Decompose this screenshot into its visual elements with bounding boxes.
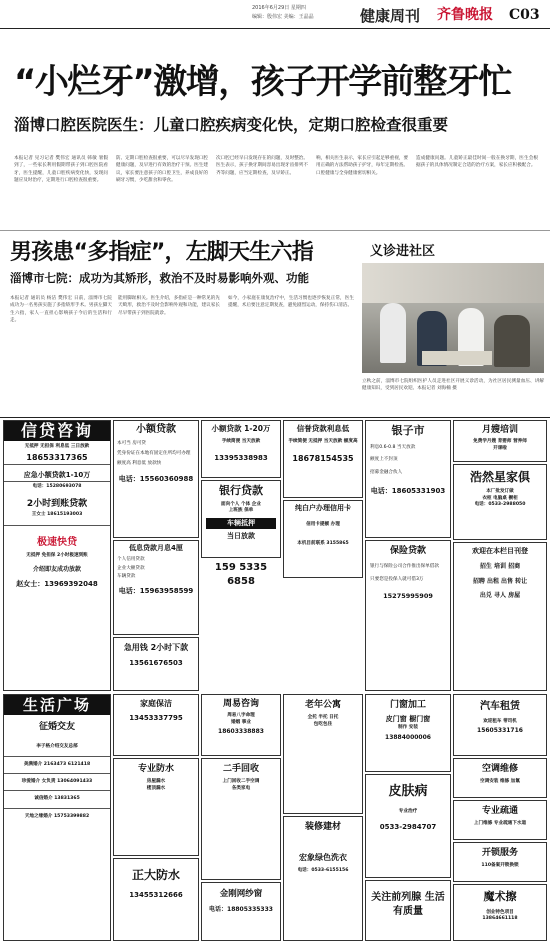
ad-waterproof: [113, 758, 199, 856]
ad-line: 开课啦: [493, 445, 507, 451]
life-item: 天地之缘婚介 15753399882: [24, 813, 90, 819]
ad-title: 银行贷款: [219, 484, 263, 497]
ad-nanny-training: [453, 420, 547, 462]
ad-elderly-apartment: [283, 694, 363, 814]
life-item: 珍爱婚介 女负责 13064091433: [4, 774, 110, 791]
ad-title: 正大防水: [131, 868, 180, 882]
ads-column-4: [283, 420, 363, 691]
ad-title: 空调维修: [481, 764, 518, 774]
ad-placement-info: [453, 542, 547, 691]
page-header: [0, 0, 550, 30]
article1-col5: [416, 155, 538, 170]
ad-line: 招募金融合伙人: [370, 469, 403, 475]
ads-column-b5: [365, 694, 451, 941]
ad-phone: 电话：15560360988: [118, 474, 194, 483]
article2-title: 男孩患“多指症”，左脚天生六指: [10, 240, 313, 265]
article1-col4: [316, 155, 408, 177]
ad-locksmith: [453, 842, 547, 882]
ad-title: 金刚网纱窗: [219, 889, 263, 899]
paper-logo: 齐鲁晚报: [437, 7, 493, 23]
ad-credit-loan: [283, 420, 363, 498]
ad-line: 衣柜 电脑桌 橱柜: [482, 495, 518, 501]
ad-credit-consult: [3, 420, 111, 691]
ad-line: 上门维修 专业疏通下水道: [473, 821, 527, 827]
ad-line: 包吃包住: [313, 721, 333, 727]
news-photo: [362, 263, 544, 373]
ad-phone: 15275995909: [383, 591, 433, 600]
ad-title: 魔术擦: [483, 890, 517, 903]
ad-line: 利息0.6-0.8 当天放款: [370, 444, 416, 450]
ad-phone: 电话：18805335333: [209, 906, 273, 914]
ads-column-2: [113, 420, 199, 691]
header-date: 2016年6月29日 星期四: [252, 5, 306, 11]
section-divider: [0, 230, 550, 231]
ad-big-phone: 159 5335 6858: [214, 562, 268, 587]
ad-phone: 13453337795: [129, 713, 183, 722]
ad-aircon-repair: [453, 758, 547, 798]
ad-phone: 电话：18605331903: [370, 487, 446, 496]
article2-subtitle: 淄博市七院：成功为其矫形，救治不及时易影响外观、功能: [10, 271, 309, 285]
article1-subtitle: 淄博口腔医院医生：儿童口腔疾病变化快，定期口腔检查很重要: [14, 116, 449, 134]
ad-zhengda: [113, 858, 199, 941]
ad-skin-disease: [365, 774, 451, 878]
life-header: 生活广场: [4, 695, 110, 715]
ad-window-screen: [201, 882, 281, 941]
ad-line: 创业特色项目: [486, 909, 514, 915]
ad-line: 免费学月嫂 育婴师 营养师: [473, 439, 527, 445]
ad-phone: 13561676503: [129, 658, 183, 667]
article2-para: 如今，小家庭在康复治疗中，生活习惯也逐步恢复正常，医生提醒，术后要注意定期复查，避免剧烈运动，保持伤口清洁。: [228, 296, 354, 309]
ad-title: 专业防水: [137, 764, 174, 774]
ad-phone: 电话：0533-6155156: [297, 867, 349, 873]
article2-para: 能用脚趾相关。医生介绍，多指症是一种常见的先天畸形，救治不及时会影响外观和功能，建议家长尽早带孩子到医院就诊。: [118, 296, 220, 316]
ad-insurance-loan: [365, 540, 451, 691]
ads-column-b2: [113, 694, 199, 941]
ad-line: 110备案开锁换锁: [481, 863, 519, 869]
ad-line: 上班族 保单: [228, 508, 254, 514]
ad-title: 皮肤病: [388, 784, 428, 799]
ad-phone: 赵女士：13969392048: [16, 579, 98, 588]
ad-title: 开锁服务: [481, 848, 518, 858]
ad-urgent-cash: [113, 637, 199, 691]
ad-title: 急用钱 2小时下款: [123, 643, 189, 652]
ad-line: 银行与保险公司合作推出保单借款: [370, 564, 439, 570]
ad-phone: 13455312666: [129, 891, 183, 900]
article1-col3: [216, 155, 308, 177]
ad-line: 房屋漏水: [146, 779, 166, 785]
ad-line: 空调安装 维修 加氟: [480, 779, 520, 785]
ad-silver-market: [365, 420, 451, 538]
ad-line: 全托 半托 日托: [307, 715, 339, 721]
ad-line: 欢迎租车 带司机: [483, 718, 517, 724]
ad-title: 信誉贷款利息低: [296, 424, 350, 433]
ad-loan-1-20: [201, 420, 281, 478]
section-title: 健康周刊: [360, 7, 421, 25]
ad-line: 周易八字命理: [227, 713, 255, 719]
ad-phone: 电话：15280693078: [32, 483, 82, 489]
ad-cleaning: [113, 694, 199, 756]
ad-phone: 电话：15963958599: [118, 586, 194, 595]
ad-title: 欢迎在本栏目刊登: [472, 547, 528, 555]
ad-line: 本厂批发订做: [486, 489, 514, 495]
ads-column-b4: [283, 694, 363, 941]
header-editor: 编辑：殷伟宏 美编：王晶晶: [252, 14, 314, 20]
ad-title: 小额贷款: [136, 424, 176, 435]
ad-title: 家庭保洁: [140, 699, 172, 708]
ad-title: 浩然星家俱: [469, 470, 530, 484]
ad-line: 各类家电: [231, 785, 251, 791]
header-rule: [0, 28, 550, 29]
ad-line: 额度高 利息低 放款快: [117, 461, 162, 467]
ad-line: 出兑 寻人 房屋: [479, 591, 521, 599]
ad-title: 小额贷款 1-20万: [211, 424, 271, 433]
life-item: 征婚交友: [38, 722, 75, 732]
life-item: 美满婚介 2163473 6121418: [4, 757, 110, 774]
ad-line: 招生 培训 招商: [479, 563, 521, 571]
ad-line: 无抵押 免担保 2小时极速到账: [26, 553, 88, 559]
article2-col2: [118, 295, 220, 317]
ad-line: 无抵押 无担保 利息低 三日放款: [24, 444, 90, 449]
ad-phone: 18603338883: [218, 727, 264, 735]
ad-line: 凭身份证在本地有固定住所均可办理: [117, 450, 191, 456]
ad-phone: 0533-2984707: [379, 822, 437, 831]
ad-title: 应急小额贷款1-10万: [4, 464, 110, 481]
ad-furniture: [453, 464, 547, 540]
ad-line: 手续简便 当天放款: [221, 439, 261, 445]
ads-column-6: [453, 420, 547, 691]
ad-highlight: 车辆抵押: [206, 518, 276, 529]
article1-title: “小烂牙”激增，孩子开学前整牙忙: [14, 62, 511, 102]
article1-para: 防、定期口腔检查很重要，可以尽早发现口腔健康问题，及早进行有效的治疗干预。医生建议，家长要注意孩子的口腔卫生，养成良好的刷牙习惯，少吃甜食和零食。: [116, 156, 208, 184]
ad-title: 老年公寓: [304, 700, 341, 710]
ad-small-loan: [113, 420, 199, 538]
life-item: 诚信婚介 13831365: [4, 791, 110, 808]
ad-phone: 13884000006: [385, 733, 431, 741]
ad-line: 个人信用贷款: [117, 557, 145, 563]
ad-line: 车辆贷款: [117, 574, 136, 580]
ad-decoration: [283, 816, 363, 941]
ad-phone: 18653317365: [26, 453, 88, 463]
ads-column-b3: [201, 694, 281, 941]
ad-prostate: [365, 880, 451, 941]
life-item: 李子格介绍交友总部: [4, 739, 110, 756]
ad-line: 信用卡提额 办理: [306, 522, 340, 528]
ad-phone: 18678154535: [292, 453, 354, 463]
ad-title: 2小时到账贷款: [26, 499, 88, 510]
ad-credit-card: [283, 500, 363, 578]
article1-para: 造成健康问题。儿童矫正最佳时间一般在换牙期，医生会根据孩子的具体情况制定合适的治疗方案，家长应积极配合。: [416, 156, 538, 169]
ad-line: 企业大额贷款: [117, 565, 145, 571]
article1-col1: [14, 155, 108, 185]
ad-title: 月嫂培训: [481, 425, 518, 435]
ad-line: 制作 安装: [398, 724, 418, 730]
photo-table: [422, 351, 492, 365]
ads-divider: [0, 417, 550, 418]
ad-line: 本可当 房可贷: [117, 440, 147, 446]
ad-line: 额度上不封顶: [370, 457, 398, 463]
ads-column-3: [201, 420, 281, 691]
article1-para: 次口腔已经早日发现存在的问题，及时整治。医生表示，孩子换牙期间容易出现牙齿排列不齐等问题，应当定期检查，及早矫正。: [216, 156, 308, 176]
ad-title: 银子市: [391, 424, 425, 437]
ad-recycle: [201, 758, 281, 880]
article1-para: 响，相关医生表示，家长应引起足够重视，要用正确的方法帮助孩子护牙，每年定期检查。口腔健康与全身健康密切相关。: [316, 156, 408, 176]
ad-phone: 15605331716: [477, 726, 523, 734]
ad-line: 婚姻 事业: [231, 719, 251, 725]
article2-col3: [228, 295, 354, 310]
ad-title: 汽车租赁: [480, 701, 520, 712]
photo-person-crowd: [494, 315, 530, 367]
ads-column-5: [365, 420, 451, 691]
photo-text: [362, 378, 544, 393]
article2-para: 本报记者 通讯员 杨洁 樊伟宏 日前，淄博市七院成功为一名男孩实施了多指矫形手术。男孩左脚天生六指，家人一直担心影响孩子今后的生活和行走。: [10, 296, 112, 324]
ad-line: 面向个人 个体 企业: [221, 501, 261, 507]
ad-phone: 本机目前联系 3155865: [297, 540, 349, 546]
page-number: C03: [509, 7, 540, 23]
ad-drain: [453, 800, 547, 840]
ad-bank-loan: [201, 480, 281, 558]
ad-fortune: [201, 694, 281, 756]
ad-title: 专业疏通: [481, 806, 518, 816]
ad-phone: 13864661118: [482, 916, 518, 922]
ad-phone: 13395338983: [214, 453, 268, 462]
ad-title: 周易咨询: [222, 699, 259, 709]
ad-line: 当日放款: [227, 532, 255, 541]
ad-title: 低息贷款月息4厘: [129, 544, 183, 552]
ad-life-square: [3, 694, 111, 941]
ad-car-rental: [453, 694, 547, 756]
ad-title: 关注前列腺 生活有质量: [371, 892, 445, 917]
photo-person-doctor: [380, 303, 406, 363]
ad-line: 手续简便 无抵押 当天放款 额度高: [288, 439, 358, 445]
ad-line: 皮门窗 橱门窗: [385, 715, 431, 724]
ad-line: 楼顶漏水: [146, 785, 166, 791]
ad-door-window: [365, 694, 451, 772]
ad-line: 介绍即友成功放款: [32, 565, 81, 573]
ad-title: 极速快贷: [37, 536, 77, 548]
ad-phone: 电话：0533-2988050: [474, 502, 526, 507]
ads-column-b6: [453, 694, 547, 941]
ad-line: 只要您是投保人就可借3万: [370, 576, 424, 582]
article2-col1: [10, 295, 112, 325]
ad-line: 招聘 出租 出售 转让: [472, 577, 528, 585]
photo-background: [362, 263, 544, 303]
photo-caption-title: 义诊进社区: [370, 244, 436, 259]
ad-title: 保险贷款: [389, 546, 426, 556]
ad-phone: 王女士 18615193003: [4, 510, 110, 525]
ad-magic-eraser: [453, 884, 547, 941]
ad-line: 上门回收二手空调: [222, 779, 260, 785]
ad-title: 纯白户办理信用卡: [295, 504, 351, 512]
ad-line: 宏象绿色洗衣: [299, 853, 347, 863]
ad-title: 门窗加工: [389, 700, 426, 710]
ad-low-interest: [113, 540, 199, 635]
article1-para: 本报记者 见习记者 樊伟宏 通讯员 韩敏 暑假到了，一些家长利用假期带孩子到口腔医院看牙，医生提醒，儿童口腔疾病变化快，发现问题应及时治疗，定期进行口腔检查很重要。: [14, 156, 108, 184]
ad-title: 装修建材: [304, 822, 341, 832]
photo-caption: 立秋之前，淄博市七院组织医护人员走进社区开展义诊活动，为社区居民测量血压、讲解健康知识，受到居民欢迎。本报记者 刘海楠 摄: [362, 379, 544, 392]
ad-credit-header: 信贷咨询: [4, 421, 110, 441]
ad-title: 二手回收: [222, 764, 259, 774]
ad-line: 专业治疗: [398, 808, 418, 814]
article1-col2: [116, 155, 208, 185]
